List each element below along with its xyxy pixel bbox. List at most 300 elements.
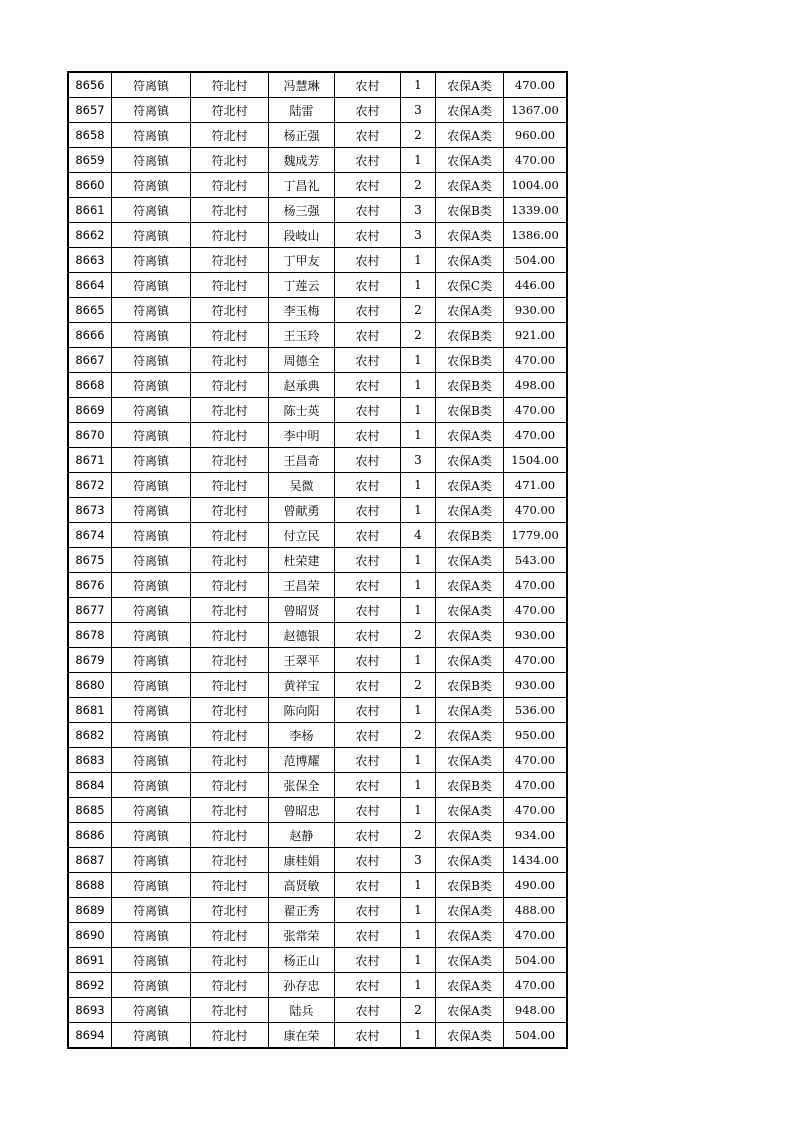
- amount-cell: 934.00: [504, 823, 568, 848]
- table-row: [68, 423, 567, 448]
- row-number: 8687: [68, 848, 112, 873]
- row-number: 8681: [68, 698, 112, 723]
- area-type-cell: 农村: [335, 1023, 401, 1049]
- name-cell: 王昌奇: [269, 448, 335, 473]
- household-count-cell: 1: [401, 948, 436, 973]
- village-cell: 符北村: [191, 798, 269, 823]
- village-cell: 符北村: [191, 548, 269, 573]
- village-cell: 符北村: [191, 173, 269, 198]
- insurance-class-cell: 农保A类: [436, 548, 504, 573]
- insurance-class-cell: 农保A类: [436, 148, 504, 173]
- table-row: [68, 723, 567, 748]
- household-count-cell: 3: [401, 198, 436, 223]
- row-number: 8670: [68, 423, 112, 448]
- household-count-cell: 1: [401, 423, 436, 448]
- row-number: 8691: [68, 948, 112, 973]
- row-number: 8674: [68, 523, 112, 548]
- amount-cell: 504.00: [504, 1023, 568, 1049]
- name-cell: 李杨: [269, 723, 335, 748]
- amount-cell: 470.00: [504, 598, 568, 623]
- village-cell: 符北村: [191, 298, 269, 323]
- table-row: [68, 648, 567, 673]
- name-cell: 黄祥宝: [269, 673, 335, 698]
- household-count-cell: 1: [401, 698, 436, 723]
- row-number: 8665: [68, 298, 112, 323]
- insurance-class-cell: 农保A类: [436, 598, 504, 623]
- town-cell: 符离镇: [112, 323, 191, 348]
- household-count-cell: 1: [401, 1023, 436, 1049]
- town-cell: 符离镇: [112, 923, 191, 948]
- name-cell: 杜荣建: [269, 548, 335, 573]
- row-number: 8693: [68, 998, 112, 1023]
- town-cell: 符离镇: [112, 623, 191, 648]
- row-number: 8660: [68, 173, 112, 198]
- household-count-cell: 2: [401, 123, 436, 148]
- village-cell: 符北村: [191, 273, 269, 298]
- row-number: 8684: [68, 773, 112, 798]
- insurance-class-cell: 农保A类: [436, 698, 504, 723]
- area-type-cell: 农村: [335, 173, 401, 198]
- insurance-class-cell: 农保B类: [436, 673, 504, 698]
- household-count-cell: 1: [401, 573, 436, 598]
- area-type-cell: 农村: [335, 423, 401, 448]
- village-cell: 符北村: [191, 523, 269, 548]
- amount-cell: 470.00: [504, 748, 568, 773]
- table-body: [68, 72, 567, 1048]
- row-number: 8676: [68, 573, 112, 598]
- village-cell: 符北村: [191, 998, 269, 1023]
- row-number: 8673: [68, 498, 112, 523]
- area-type-cell: 农村: [335, 323, 401, 348]
- village-cell: 符北村: [191, 248, 269, 273]
- table-row: [68, 898, 567, 923]
- table-row: [68, 273, 567, 298]
- row-number: 8694: [68, 1023, 112, 1049]
- area-type-cell: 农村: [335, 748, 401, 773]
- village-cell: 符北村: [191, 698, 269, 723]
- table-row: [68, 398, 567, 423]
- insurance-class-cell: 农保A类: [436, 623, 504, 648]
- town-cell: 符离镇: [112, 72, 191, 98]
- town-cell: 符离镇: [112, 548, 191, 573]
- amount-cell: 921.00: [504, 323, 568, 348]
- household-count-cell: 1: [401, 348, 436, 373]
- amount-cell: 1504.00: [504, 448, 568, 473]
- amount-cell: 1434.00: [504, 848, 568, 873]
- amount-cell: 470.00: [504, 148, 568, 173]
- table-row: [68, 973, 567, 998]
- amount-cell: 504.00: [504, 248, 568, 273]
- table-row: [68, 673, 567, 698]
- amount-cell: 490.00: [504, 873, 568, 898]
- amount-cell: 960.00: [504, 123, 568, 148]
- amount-cell: 948.00: [504, 998, 568, 1023]
- insurance-class-cell: 农保B类: [436, 398, 504, 423]
- amount-cell: 470.00: [504, 773, 568, 798]
- insurance-class-cell: 农保B类: [436, 523, 504, 548]
- name-cell: 赵静: [269, 823, 335, 848]
- area-type-cell: 农村: [335, 123, 401, 148]
- area-type-cell: 农村: [335, 773, 401, 798]
- insurance-class-cell: 农保A类: [436, 648, 504, 673]
- name-cell: 陆雷: [269, 98, 335, 123]
- name-cell: 丁莲云: [269, 273, 335, 298]
- name-cell: 魏成芳: [269, 148, 335, 173]
- town-cell: 符离镇: [112, 823, 191, 848]
- amount-cell: 543.00: [504, 548, 568, 573]
- village-cell: 符北村: [191, 773, 269, 798]
- village-cell: 符北村: [191, 1023, 269, 1049]
- household-count-cell: 2: [401, 623, 436, 648]
- area-type-cell: 农村: [335, 998, 401, 1023]
- village-cell: 符北村: [191, 823, 269, 848]
- row-number: 8668: [68, 373, 112, 398]
- name-cell: 丁甲友: [269, 248, 335, 273]
- village-cell: 符北村: [191, 898, 269, 923]
- area-type-cell: 农村: [335, 498, 401, 523]
- row-number: 8689: [68, 898, 112, 923]
- insurance-class-cell: 农保B类: [436, 198, 504, 223]
- village-cell: 符北村: [191, 72, 269, 98]
- town-cell: 符离镇: [112, 848, 191, 873]
- amount-cell: 470.00: [504, 498, 568, 523]
- area-type-cell: 农村: [335, 598, 401, 623]
- table-row: [68, 498, 567, 523]
- table-row: [68, 448, 567, 473]
- insurance-class-cell: 农保B类: [436, 873, 504, 898]
- name-cell: 王昌荣: [269, 573, 335, 598]
- area-type-cell: 农村: [335, 698, 401, 723]
- table-row: [68, 98, 567, 123]
- area-type-cell: 农村: [335, 298, 401, 323]
- village-cell: 符北村: [191, 848, 269, 873]
- household-count-cell: 4: [401, 523, 436, 548]
- village-cell: 符北村: [191, 423, 269, 448]
- town-cell: 符离镇: [112, 98, 191, 123]
- row-number: 8690: [68, 923, 112, 948]
- table-row: [68, 823, 567, 848]
- name-cell: 陈士英: [269, 398, 335, 423]
- household-count-cell: 2: [401, 723, 436, 748]
- insurance-class-cell: 农保A类: [436, 948, 504, 973]
- table-row: [68, 798, 567, 823]
- table-row: [68, 548, 567, 573]
- amount-cell: 446.00: [504, 273, 568, 298]
- insurance-class-cell: 农保B类: [436, 373, 504, 398]
- amount-cell: 470.00: [504, 423, 568, 448]
- village-cell: 符北村: [191, 598, 269, 623]
- name-cell: 段岐山: [269, 223, 335, 248]
- town-cell: 符离镇: [112, 148, 191, 173]
- area-type-cell: 农村: [335, 523, 401, 548]
- town-cell: 符离镇: [112, 973, 191, 998]
- row-number: 8685: [68, 798, 112, 823]
- household-count-cell: 1: [401, 598, 436, 623]
- area-type-cell: 农村: [335, 673, 401, 698]
- table-row: [68, 523, 567, 548]
- insurance-class-cell: 农保A类: [436, 72, 504, 98]
- town-cell: 符离镇: [112, 673, 191, 698]
- household-count-cell: 3: [401, 848, 436, 873]
- name-cell: 付立民: [269, 523, 335, 548]
- row-number: 8675: [68, 548, 112, 573]
- area-type-cell: 农村: [335, 248, 401, 273]
- row-number: 8664: [68, 273, 112, 298]
- name-cell: 李玉梅: [269, 298, 335, 323]
- household-count-cell: 1: [401, 648, 436, 673]
- table-row: [68, 748, 567, 773]
- row-number: 8679: [68, 648, 112, 673]
- name-cell: 康在荣: [269, 1023, 335, 1049]
- town-cell: 符离镇: [112, 998, 191, 1023]
- area-type-cell: 农村: [335, 723, 401, 748]
- area-type-cell: 农村: [335, 898, 401, 923]
- area-type-cell: 农村: [335, 973, 401, 998]
- village-cell: 符北村: [191, 448, 269, 473]
- household-count-cell: 3: [401, 448, 436, 473]
- table-row: [68, 698, 567, 723]
- town-cell: 符离镇: [112, 373, 191, 398]
- household-count-cell: 1: [401, 773, 436, 798]
- name-cell: 曾昭忠: [269, 798, 335, 823]
- insurance-class-cell: 农保A类: [436, 123, 504, 148]
- area-type-cell: 农村: [335, 823, 401, 848]
- village-cell: 符北村: [191, 473, 269, 498]
- area-type-cell: 农村: [335, 398, 401, 423]
- household-count-cell: 1: [401, 473, 436, 498]
- name-cell: 王玉玲: [269, 323, 335, 348]
- row-number: 8692: [68, 973, 112, 998]
- amount-cell: 470.00: [504, 72, 568, 98]
- row-number: 8661: [68, 198, 112, 223]
- table-row: [68, 223, 567, 248]
- town-cell: 符离镇: [112, 773, 191, 798]
- household-count-cell: 1: [401, 398, 436, 423]
- row-number: 8657: [68, 98, 112, 123]
- table-row: [68, 72, 567, 98]
- village-cell: 符北村: [191, 498, 269, 523]
- amount-cell: 930.00: [504, 623, 568, 648]
- table-row: [68, 598, 567, 623]
- area-type-cell: 农村: [335, 798, 401, 823]
- amount-cell: 536.00: [504, 698, 568, 723]
- town-cell: 符离镇: [112, 698, 191, 723]
- name-cell: 曾献勇: [269, 498, 335, 523]
- amount-cell: 930.00: [504, 673, 568, 698]
- name-cell: 李中明: [269, 423, 335, 448]
- insurance-class-cell: 农保A类: [436, 248, 504, 273]
- row-number: 8669: [68, 398, 112, 423]
- insurance-class-cell: 农保A类: [436, 723, 504, 748]
- town-cell: 符离镇: [112, 223, 191, 248]
- name-cell: 张常荣: [269, 923, 335, 948]
- household-count-cell: 1: [401, 498, 436, 523]
- amount-cell: 470.00: [504, 648, 568, 673]
- insurance-class-cell: 农保A类: [436, 923, 504, 948]
- table-row: [68, 573, 567, 598]
- town-cell: 符离镇: [112, 273, 191, 298]
- insurance-class-cell: 农保A类: [436, 423, 504, 448]
- table-row: [68, 948, 567, 973]
- area-type-cell: 农村: [335, 148, 401, 173]
- village-cell: 符北村: [191, 223, 269, 248]
- table-row: [68, 1023, 567, 1049]
- household-count-cell: 3: [401, 98, 436, 123]
- village-cell: 符北村: [191, 648, 269, 673]
- town-cell: 符离镇: [112, 873, 191, 898]
- amount-cell: 470.00: [504, 573, 568, 598]
- town-cell: 符离镇: [112, 123, 191, 148]
- village-cell: 符北村: [191, 923, 269, 948]
- town-cell: 符离镇: [112, 523, 191, 548]
- table-row: [68, 298, 567, 323]
- insurance-class-cell: 农保A类: [436, 173, 504, 198]
- area-type-cell: 农村: [335, 348, 401, 373]
- row-number: 8688: [68, 873, 112, 898]
- area-type-cell: 农村: [335, 873, 401, 898]
- household-count-cell: 1: [401, 923, 436, 948]
- amount-cell: 1339.00: [504, 198, 568, 223]
- village-cell: 符北村: [191, 673, 269, 698]
- name-cell: 孙存忠: [269, 973, 335, 998]
- name-cell: 杨正山: [269, 948, 335, 973]
- town-cell: 符离镇: [112, 398, 191, 423]
- table-row: [68, 623, 567, 648]
- insurance-class-cell: 农保A类: [436, 298, 504, 323]
- town-cell: 符离镇: [112, 248, 191, 273]
- insurance-class-cell: 农保B类: [436, 773, 504, 798]
- area-type-cell: 农村: [335, 72, 401, 98]
- name-cell: 杨正强: [269, 123, 335, 148]
- row-number: 8677: [68, 598, 112, 623]
- amount-cell: 498.00: [504, 373, 568, 398]
- town-cell: 符离镇: [112, 723, 191, 748]
- area-type-cell: 农村: [335, 448, 401, 473]
- area-type-cell: 农村: [335, 223, 401, 248]
- table-row: [68, 373, 567, 398]
- insurance-class-cell: 农保A类: [436, 748, 504, 773]
- row-number: 8671: [68, 448, 112, 473]
- name-cell: 吴微: [269, 473, 335, 498]
- area-type-cell: 农村: [335, 198, 401, 223]
- household-count-cell: 2: [401, 998, 436, 1023]
- name-cell: 丁昌礼: [269, 173, 335, 198]
- row-number: 8672: [68, 473, 112, 498]
- insurance-class-cell: 农保A类: [436, 823, 504, 848]
- town-cell: 符离镇: [112, 598, 191, 623]
- amount-cell: 470.00: [504, 798, 568, 823]
- table-row: [68, 323, 567, 348]
- household-count-cell: 2: [401, 323, 436, 348]
- insurance-class-cell: 农保A类: [436, 848, 504, 873]
- village-cell: 符北村: [191, 98, 269, 123]
- insurance-class-cell: 农保B类: [436, 348, 504, 373]
- row-number: 8663: [68, 248, 112, 273]
- insurance-class-cell: 农保A类: [436, 223, 504, 248]
- row-number: 8682: [68, 723, 112, 748]
- household-count-cell: 1: [401, 548, 436, 573]
- area-type-cell: 农村: [335, 473, 401, 498]
- household-count-cell: 1: [401, 373, 436, 398]
- amount-cell: 470.00: [504, 973, 568, 998]
- insurance-class-cell: 农保A类: [436, 473, 504, 498]
- table-row: [68, 848, 567, 873]
- name-cell: 高贤敏: [269, 873, 335, 898]
- town-cell: 符离镇: [112, 948, 191, 973]
- name-cell: 周德全: [269, 348, 335, 373]
- row-number: 8667: [68, 348, 112, 373]
- area-type-cell: 农村: [335, 923, 401, 948]
- area-type-cell: 农村: [335, 573, 401, 598]
- name-cell: 曾昭贤: [269, 598, 335, 623]
- area-type-cell: 农村: [335, 548, 401, 573]
- row-number: 8662: [68, 223, 112, 248]
- household-count-cell: 1: [401, 973, 436, 998]
- insurance-class-cell: 农保A类: [436, 1023, 504, 1049]
- amount-cell: 1367.00: [504, 98, 568, 123]
- household-count-cell: 2: [401, 298, 436, 323]
- data-table: [67, 71, 568, 1049]
- village-cell: 符北村: [191, 148, 269, 173]
- table-row: [68, 123, 567, 148]
- town-cell: 符离镇: [112, 648, 191, 673]
- row-number: 8658: [68, 123, 112, 148]
- village-cell: 符北村: [191, 973, 269, 998]
- town-cell: 符离镇: [112, 348, 191, 373]
- name-cell: 陈向阳: [269, 698, 335, 723]
- area-type-cell: 农村: [335, 98, 401, 123]
- name-cell: 王翠平: [269, 648, 335, 673]
- row-number: 8678: [68, 623, 112, 648]
- row-number: 8656: [68, 72, 112, 98]
- insurance-class-cell: 农保A类: [436, 798, 504, 823]
- table-row: [68, 198, 567, 223]
- insurance-class-cell: 农保A类: [436, 498, 504, 523]
- household-count-cell: 1: [401, 898, 436, 923]
- table-row: [68, 248, 567, 273]
- name-cell: 范博耀: [269, 748, 335, 773]
- table-row: [68, 148, 567, 173]
- row-number: 8686: [68, 823, 112, 848]
- area-type-cell: 农村: [335, 848, 401, 873]
- name-cell: 康桂娟: [269, 848, 335, 873]
- row-number: 8659: [68, 148, 112, 173]
- amount-cell: 930.00: [504, 298, 568, 323]
- area-type-cell: 农村: [335, 948, 401, 973]
- name-cell: 冯慧琳: [269, 72, 335, 98]
- town-cell: 符离镇: [112, 498, 191, 523]
- town-cell: 符离镇: [112, 448, 191, 473]
- table-row: [68, 998, 567, 1023]
- amount-cell: 471.00: [504, 473, 568, 498]
- insurance-class-cell: 农保A类: [436, 448, 504, 473]
- town-cell: 符离镇: [112, 748, 191, 773]
- name-cell: 翟正秀: [269, 898, 335, 923]
- household-count-cell: 2: [401, 673, 436, 698]
- row-number: 8666: [68, 323, 112, 348]
- village-cell: 符北村: [191, 123, 269, 148]
- amount-cell: 1004.00: [504, 173, 568, 198]
- row-number: 8680: [68, 673, 112, 698]
- name-cell: 张保全: [269, 773, 335, 798]
- area-type-cell: 农村: [335, 273, 401, 298]
- village-cell: 符北村: [191, 398, 269, 423]
- household-count-cell: 1: [401, 148, 436, 173]
- row-number: 8683: [68, 748, 112, 773]
- village-cell: 符北村: [191, 948, 269, 973]
- amount-cell: 470.00: [504, 398, 568, 423]
- insurance-class-cell: 农保A类: [436, 973, 504, 998]
